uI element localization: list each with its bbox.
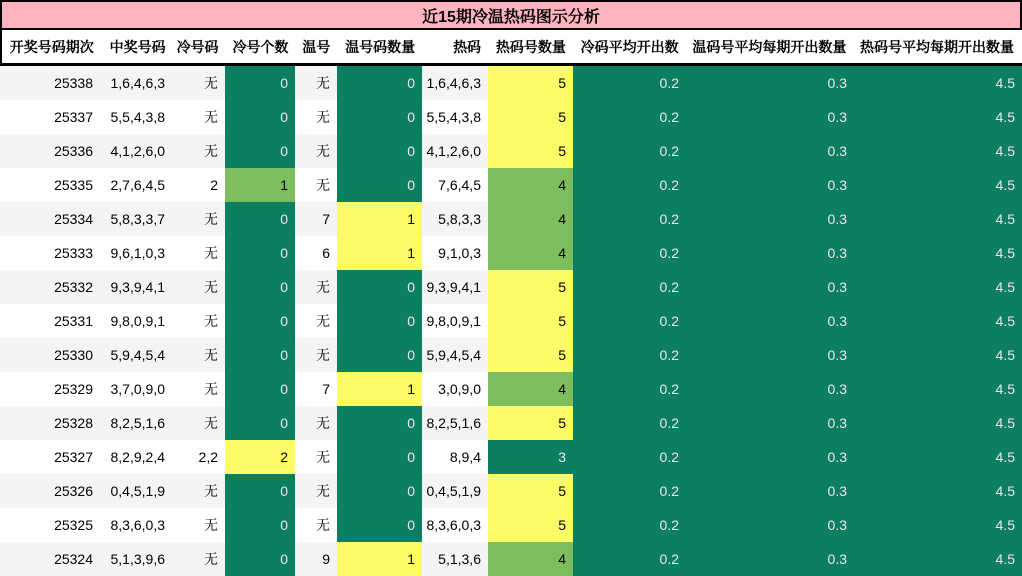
hot-numbers-cell: 5,1,3,6	[438, 551, 481, 567]
warm-count-cell: 1	[337, 236, 422, 270]
cold-avg-cell: 0.2	[573, 304, 686, 338]
period-cell: 25333	[54, 245, 93, 261]
header-winning: 中奖号码	[109, 38, 166, 55]
warm-numbers-cell: 无	[316, 177, 330, 193]
table-body	[0, 66, 1022, 576]
warm-count-cell: 1	[337, 202, 422, 236]
table-row	[0, 100, 1022, 134]
page-title-text: 近15期冷温热码图示分析	[422, 8, 600, 26]
hot-avg-cell: 4.5	[854, 542, 1022, 576]
hot-numbers-cell: 3,0,9,0	[438, 381, 481, 397]
warm-count-cell: 0	[337, 134, 422, 168]
hot-count-cell: 5	[488, 66, 573, 100]
winning-numbers-cell: 8,2,5,1,6	[110, 415, 165, 431]
warm-count-cell: 0	[337, 304, 422, 338]
period-cell: 25324	[54, 551, 93, 567]
warm-avg-cell: 0.3	[686, 100, 854, 134]
cold-avg-cell: 0.2	[573, 270, 686, 304]
cold-count-cell: 0	[225, 202, 295, 236]
period-cell: 25336	[54, 143, 93, 159]
cold-count-cell: 0	[225, 270, 295, 304]
table-row	[0, 304, 1022, 338]
warm-numbers-cell: 无	[316, 313, 330, 329]
hot-count-cell: 5	[488, 338, 573, 372]
hot-numbers-cell: 9,8,0,9,1	[426, 313, 481, 329]
warm-numbers-cell: 7	[322, 211, 330, 227]
warm-numbers-cell: 无	[316, 483, 330, 499]
warm-avg-cell: 0.3	[686, 406, 854, 440]
warm-count-cell: 0	[337, 270, 422, 304]
warm-count-cell: 0	[337, 168, 422, 202]
cold-count-cell: 0	[225, 474, 295, 508]
table-row	[0, 168, 1022, 202]
hot-count-cell: 5	[488, 508, 573, 542]
hot-numbers-cell: 9,3,9,4,1	[426, 279, 481, 295]
cold-numbers-cell: 无	[204, 381, 218, 397]
warm-avg-cell: 0.3	[686, 134, 854, 168]
hot-count-cell: 5	[488, 406, 573, 440]
winning-numbers-cell: 9,6,1,0,3	[110, 245, 165, 261]
cold-numbers-cell: 2,2	[198, 449, 218, 465]
period-cell: 25331	[54, 313, 93, 329]
cold-numbers-cell: 2	[210, 177, 218, 193]
hot-avg-cell: 4.5	[854, 304, 1022, 338]
hot-avg-cell: 4.5	[854, 134, 1022, 168]
hot-count-cell: 4	[488, 372, 573, 406]
hot-avg-cell: 4.5	[854, 100, 1022, 134]
warm-count-cell: 0	[337, 508, 422, 542]
period-cell: 25327	[54, 449, 93, 465]
table-row	[0, 66, 1022, 100]
warm-count-cell: 1	[337, 372, 422, 406]
table-row	[0, 338, 1022, 372]
cold-numbers-cell: 无	[204, 415, 218, 431]
winning-numbers-cell: 5,9,4,5,4	[110, 347, 165, 363]
table-row	[0, 440, 1022, 474]
cold-count-cell: 0	[225, 66, 295, 100]
cold-avg-cell: 0.2	[573, 372, 686, 406]
warm-numbers-cell: 无	[316, 109, 330, 125]
header-hot-avg: 热码号平均每期开出数量	[859, 38, 1014, 55]
table-row	[0, 474, 1022, 508]
hot-numbers-cell: 8,3,6,0,3	[426, 517, 481, 533]
warm-avg-cell: 0.3	[686, 372, 854, 406]
warm-avg-cell: 0.3	[686, 542, 854, 576]
warm-count-cell: 0	[337, 406, 422, 440]
cold-numbers-cell: 无	[204, 75, 218, 91]
warm-numbers-cell: 无	[316, 279, 330, 295]
winning-numbers-cell: 8,3,6,0,3	[110, 517, 165, 533]
cold-avg-cell: 0.2	[573, 508, 686, 542]
table-row	[0, 202, 1022, 236]
cold-numbers-cell: 无	[204, 211, 218, 227]
warm-numbers-cell: 无	[316, 517, 330, 533]
hot-count-cell: 5	[488, 474, 573, 508]
period-cell: 25338	[54, 75, 93, 91]
warm-count-cell: 0	[337, 100, 422, 134]
hot-numbers-cell: 5,9,4,5,4	[426, 347, 481, 363]
winning-numbers-cell: 5,8,3,3,7	[110, 211, 165, 227]
header-cold-number: 冷号码	[176, 38, 219, 55]
header-cold-count: 冷号个数	[232, 38, 289, 55]
table-row	[0, 372, 1022, 406]
warm-numbers-cell: 无	[316, 75, 330, 91]
warm-avg-cell: 0.3	[686, 474, 854, 508]
hot-numbers-cell: 1,6,4,6,3	[426, 75, 481, 91]
warm-numbers-cell: 7	[322, 381, 330, 397]
hot-avg-cell: 4.5	[854, 508, 1022, 542]
winning-numbers-cell: 0,4,5,1,9	[110, 483, 165, 499]
hot-avg-cell: 4.5	[854, 406, 1022, 440]
period-cell: 25334	[54, 211, 93, 227]
cold-avg-cell: 0.2	[573, 134, 686, 168]
cold-numbers-cell: 无	[204, 245, 218, 261]
hot-count-cell: 4	[488, 542, 573, 576]
hot-avg-cell: 4.5	[854, 440, 1022, 474]
period-cell: 25330	[54, 347, 93, 363]
cold-count-cell: 0	[225, 406, 295, 440]
cold-avg-cell: 0.2	[573, 202, 686, 236]
header-cold-avg: 冷码平均开出数	[580, 38, 679, 55]
hot-avg-cell: 4.5	[854, 168, 1022, 202]
warm-avg-cell: 0.3	[686, 236, 854, 270]
cold-numbers-cell: 无	[204, 517, 218, 533]
cold-count-cell: 0	[225, 338, 295, 372]
cold-count-cell: 0	[225, 304, 295, 338]
hot-numbers-cell: 0,4,5,1,9	[426, 483, 481, 499]
cold-avg-cell: 0.2	[573, 406, 686, 440]
hot-count-cell: 5	[488, 100, 573, 134]
hot-avg-cell: 4.5	[854, 338, 1022, 372]
warm-avg-cell: 0.3	[686, 270, 854, 304]
winning-numbers-cell: 9,8,0,9,1	[110, 313, 165, 329]
period-cell: 25326	[54, 483, 93, 499]
cold-count-cell: 2	[225, 440, 295, 474]
header-hot-count: 热码号数量	[495, 38, 566, 55]
warm-avg-cell: 0.3	[686, 440, 854, 474]
warm-numbers-cell: 6	[322, 245, 330, 261]
header-period: 开奖号码期次	[9, 38, 94, 55]
cold-count-cell: 0	[225, 508, 295, 542]
winning-numbers-cell: 1,6,4,6,3	[110, 75, 165, 91]
period-cell: 25332	[54, 279, 93, 295]
page-title	[0, 0, 1022, 30]
warm-avg-cell: 0.3	[686, 508, 854, 542]
hot-avg-cell: 4.5	[854, 66, 1022, 100]
cold-count-cell: 1	[225, 168, 295, 202]
warm-count-cell: 0	[337, 338, 422, 372]
hot-count-cell: 5	[488, 134, 573, 168]
warm-numbers-cell: 9	[322, 551, 330, 567]
hot-avg-cell: 4.5	[854, 236, 1022, 270]
cold-avg-cell: 0.2	[573, 66, 686, 100]
table-row	[0, 270, 1022, 304]
cold-avg-cell: 0.2	[573, 236, 686, 270]
warm-numbers-cell: 无	[316, 347, 330, 363]
table-row	[0, 508, 1022, 542]
hot-numbers-cell: 7,6,4,5	[438, 177, 481, 193]
cold-numbers-cell: 无	[204, 279, 218, 295]
cold-avg-cell: 0.2	[573, 542, 686, 576]
cold-avg-cell: 0.2	[573, 440, 686, 474]
cold-numbers-cell: 无	[204, 483, 218, 499]
cold-count-cell: 0	[225, 542, 295, 576]
warm-avg-cell: 0.3	[686, 66, 854, 100]
winning-numbers-cell: 2,7,6,4,5	[110, 177, 165, 193]
hot-numbers-cell: 8,2,5,1,6	[426, 415, 481, 431]
warm-numbers-cell: 无	[316, 143, 330, 159]
warm-avg-cell: 0.3	[686, 304, 854, 338]
cold-numbers-cell: 无	[204, 313, 218, 329]
period-cell: 25337	[54, 109, 93, 125]
hot-count-cell: 5	[488, 304, 573, 338]
hot-count-cell: 4	[488, 236, 573, 270]
hot-avg-cell: 4.5	[854, 270, 1022, 304]
table-row	[0, 542, 1022, 576]
hot-avg-cell: 4.5	[854, 474, 1022, 508]
cold-count-cell: 0	[225, 236, 295, 270]
period-cell: 25325	[54, 517, 93, 533]
warm-avg-cell: 0.3	[686, 168, 854, 202]
cold-avg-cell: 0.2	[573, 338, 686, 372]
cold-numbers-cell: 无	[204, 551, 218, 567]
hot-count-cell: 4	[488, 168, 573, 202]
hot-numbers-cell: 9,1,0,3	[438, 245, 481, 261]
cold-numbers-cell: 无	[204, 143, 218, 159]
winning-numbers-cell: 9,3,9,4,1	[110, 279, 165, 295]
cold-numbers-cell: 无	[204, 347, 218, 363]
cold-count-cell: 0	[225, 134, 295, 168]
header-hot-number: 热码	[453, 38, 482, 55]
winning-numbers-cell: 3,7,0,9,0	[110, 381, 165, 397]
hot-count-cell: 3	[488, 440, 573, 474]
hot-numbers-cell: 8,9,4	[449, 449, 481, 465]
warm-count-cell: 0	[337, 474, 422, 508]
warm-numbers-cell: 无	[316, 415, 330, 431]
period-cell: 25328	[54, 415, 93, 431]
hot-avg-cell: 4.5	[854, 372, 1022, 406]
winning-numbers-cell: 5,5,4,3,8	[110, 109, 165, 125]
warm-numbers-cell: 无	[316, 449, 330, 465]
table-row	[0, 406, 1022, 440]
warm-count-cell: 1	[337, 542, 422, 576]
header-warm-count: 温号码数量	[345, 38, 416, 55]
cold-avg-cell: 0.2	[573, 168, 686, 202]
period-cell: 25335	[54, 177, 93, 193]
cold-numbers-cell: 无	[204, 109, 218, 125]
warm-count-cell: 0	[337, 66, 422, 100]
period-cell: 25329	[54, 381, 93, 397]
header-warm-avg: 温码号平均每期开出数量	[692, 38, 847, 55]
winning-numbers-cell: 4,1,2,6,0	[110, 143, 165, 159]
cold-count-cell: 0	[225, 372, 295, 406]
cold-count-cell: 0	[225, 100, 295, 134]
table-header-row	[0, 30, 1022, 63]
winning-numbers-cell: 5,1,3,9,6	[110, 551, 165, 567]
cold-avg-cell: 0.2	[573, 100, 686, 134]
table-row	[0, 236, 1022, 270]
hot-count-cell: 4	[488, 202, 573, 236]
cold-avg-cell: 0.2	[573, 474, 686, 508]
table-row	[0, 134, 1022, 168]
hot-numbers-cell: 5,5,4,3,8	[426, 109, 481, 125]
hot-avg-cell: 4.5	[854, 202, 1022, 236]
warm-count-cell: 0	[337, 440, 422, 474]
header-warm-number: 温号	[302, 38, 331, 55]
hot-numbers-cell: 4,1,2,6,0	[426, 143, 481, 159]
warm-avg-cell: 0.3	[686, 338, 854, 372]
winning-numbers-cell: 8,2,9,2,4	[110, 449, 165, 465]
warm-avg-cell: 0.3	[686, 202, 854, 236]
hot-count-cell: 5	[488, 270, 573, 304]
hot-numbers-cell: 5,8,3,3	[438, 211, 481, 227]
